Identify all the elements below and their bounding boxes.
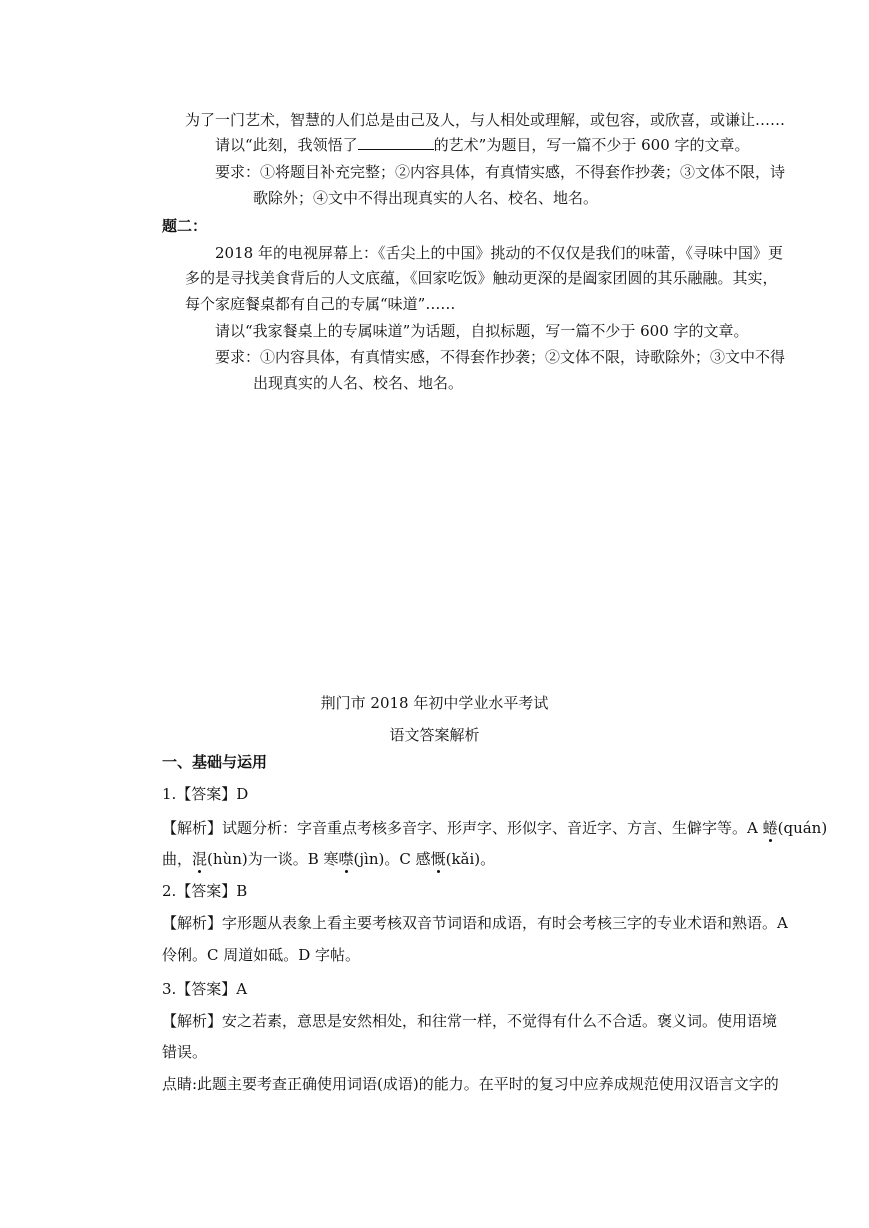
prompt1-requirement: 要求：①将题目补充完整；②内容具体，有真情实感，不得套作抄袭；③文体不限，诗 (215, 163, 786, 181)
prompt1-line1: 为了一门艺术，智慧的人们总是由己及人，与人相处或理解，或包容，或欣喜，或谦让…… (185, 111, 786, 129)
dotted-char: 蜷 (762, 819, 778, 837)
q2-analysis-line1: 【解析】字形题从表象上看主要考核双音节词语和成语，有时会考核三字的专业术语和熟语。A (162, 914, 788, 932)
q1-answer: 1.【答案】D (162, 785, 249, 803)
q3-answer: 3.【答案】A (162, 980, 248, 998)
q2-analysis-line2: 伶俐。C 周道如砥。D 字帖。 (162, 946, 361, 964)
prompt2-line1: 2018 年的电视屏幕上：《舌尖上的中国》挑动的不仅仅是我们的味蕾，《寻味中国》更 (215, 244, 783, 262)
answers-subtitle: 语文答案解析 (389, 726, 480, 744)
prompt1-task-pre: 请以“此刻，我领悟了 (215, 136, 358, 154)
section-heading: 一、基础与运用 (162, 753, 268, 771)
dotted-char: 慨 (430, 850, 446, 868)
prompt2-line2: 多的是寻找美食背后的人文底蕴，《回家吃饭》触动更深的是阖家团圆的其乐融融。其实， (185, 269, 778, 287)
q1-analysis-text: 曲， (162, 850, 193, 868)
dotted-char: 混 (192, 850, 208, 868)
dotted-char: 噤 (338, 850, 354, 868)
prompt2-task: 请以“我家餐桌上的专属味道”为话题，自拟标题，写一篇不少于 600 字的文章。 (215, 322, 749, 340)
q1-analysis-line1 (162, 818, 827, 838)
q1-analysis-text: (hùn)为一谈。B 寒 (207, 850, 339, 868)
q1-analysis-line2 (162, 849, 495, 869)
q1-analysis-text: (jìn)。C 感 (353, 850, 431, 868)
q2-answer: 2.【答案】B (162, 882, 248, 900)
prompt1-task-post: 的艺术”为题目，写一篇不少于 600 字的文章。 (433, 136, 750, 154)
q1-analysis-text: 【解析】试题分析：字音重点考核多音字、形声字、形似字、音近字、方言、生僻字等。A (162, 819, 763, 837)
pinyin: (kǎi)。 (445, 850, 496, 868)
prompt2-line3: 每个家庭餐桌都有自己的专属“味道”…… (185, 295, 456, 313)
prompt1-task (215, 135, 750, 155)
prompt2-requirement: 要求：①内容具体，有真情实感，不得套作抄袭；②文体不限，诗歌除外；③文中不得 (215, 348, 786, 366)
title-blank (358, 137, 434, 150)
q3-note: 点睛:此题主要考查正确使用词语(成语)的能力。在平时的复习中应养成规范使用汉语言文字的 (162, 1075, 779, 1093)
prompt2-requirement-cont: 出现真实的人名、校名、地名。 (253, 374, 464, 392)
answers-title: 荆门市 2018 年初中学业水平考试 (320, 694, 549, 712)
q3-analysis-line1: 【解析】安之若素，意思是安然相处，和往常一样，不觉得有什么不合适。褒义词。使用语境 (162, 1012, 778, 1030)
q3-analysis-line2: 错误。 (162, 1043, 208, 1061)
prompt1-requirement-cont: 歌除外；④文中不得出现真实的人名、校名、地名。 (253, 189, 599, 207)
prompt2-heading: 题二： (162, 217, 208, 235)
pinyin: (quán) (777, 819, 828, 837)
